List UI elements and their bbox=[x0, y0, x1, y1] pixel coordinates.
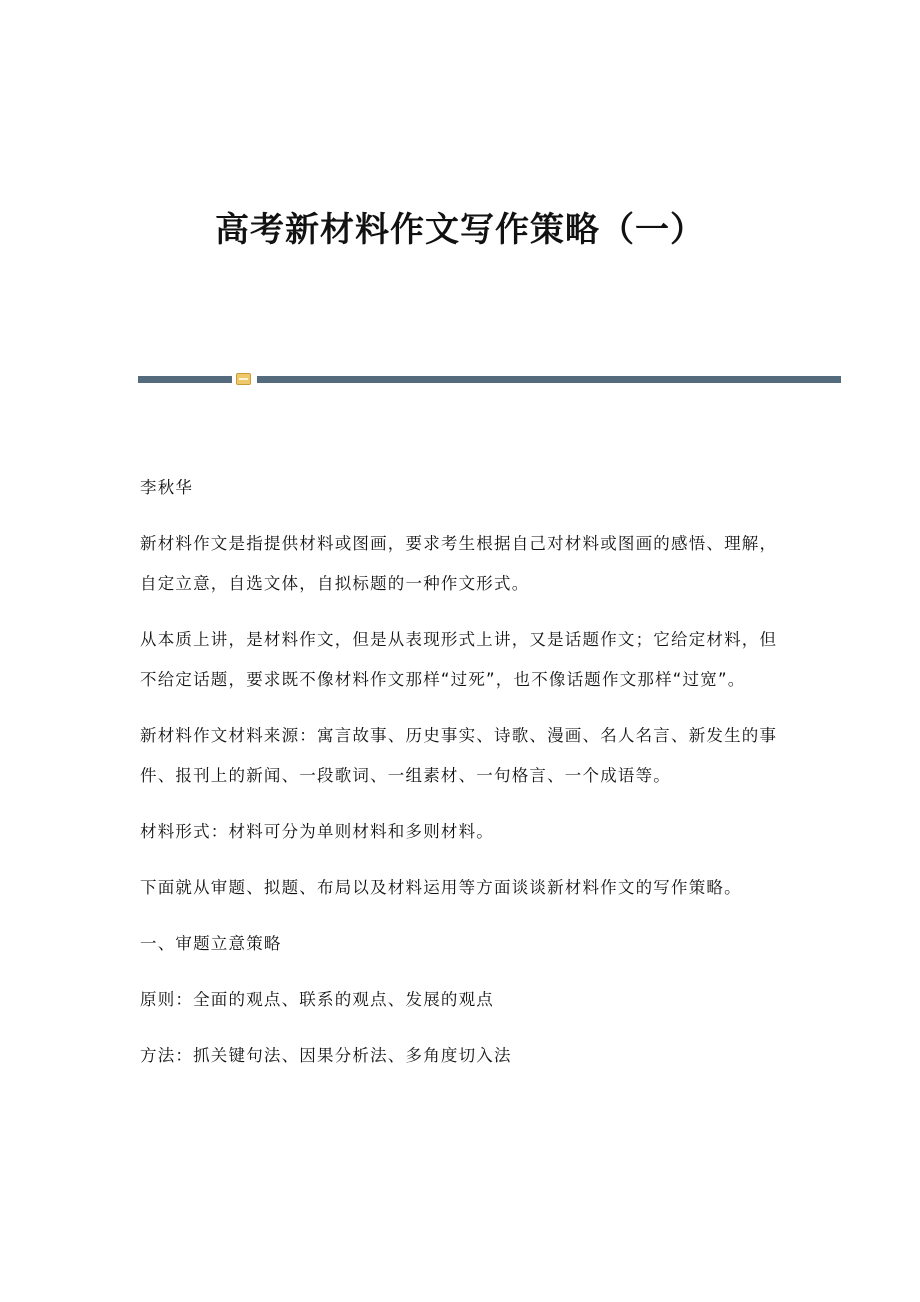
paragraph-definition: 新材料作文是指提供材料或图画，要求考生根据自己对材料或图画的感悟、理解，自定立意，自选文体，自拟标题的一种作文形式。 bbox=[140, 534, 778, 593]
paragraph-intro: 下面就从审题、拟题、布局以及材料运用等方面谈谈新材料作文的写作策略。 bbox=[140, 878, 742, 897]
paragraph-nature: 从本质上讲，是材料作文，但是从表现形式上讲，又是话题作文；它给定材料，但不给定话题，要求既不像材料作文那样“过死”，也不像话题作文那样“过宽”。 bbox=[140, 630, 778, 689]
paragraph-sources: 新材料作文材料来源：寓言故事、历史事实、诗歌、漫画、名人名言、新发生的事件、报刊上的新闻、一段歌词、一组素材、一句格言、一个成语等。 bbox=[140, 726, 778, 785]
document-body bbox=[140, 468, 780, 1092]
paragraph-forms: 材料形式：材料可分为单则材料和多则材料。 bbox=[140, 822, 494, 841]
divider-bar-left bbox=[138, 376, 232, 383]
section-heading: 一、审题立意策略 bbox=[140, 934, 282, 953]
paragraph-principles: 原则：全面的观点、联系的观点、发展的观点 bbox=[140, 990, 494, 1009]
divider-bar-right bbox=[257, 376, 841, 383]
title-divider bbox=[138, 373, 841, 387]
document-title: 高考新材料作文写作策略（一） bbox=[215, 210, 705, 250]
divider-ornament-icon bbox=[236, 373, 251, 385]
author-name: 李秋华 bbox=[140, 478, 194, 497]
paragraph-methods: 方法：抓关键句法、因果分析法、多角度切入法 bbox=[140, 1046, 512, 1065]
